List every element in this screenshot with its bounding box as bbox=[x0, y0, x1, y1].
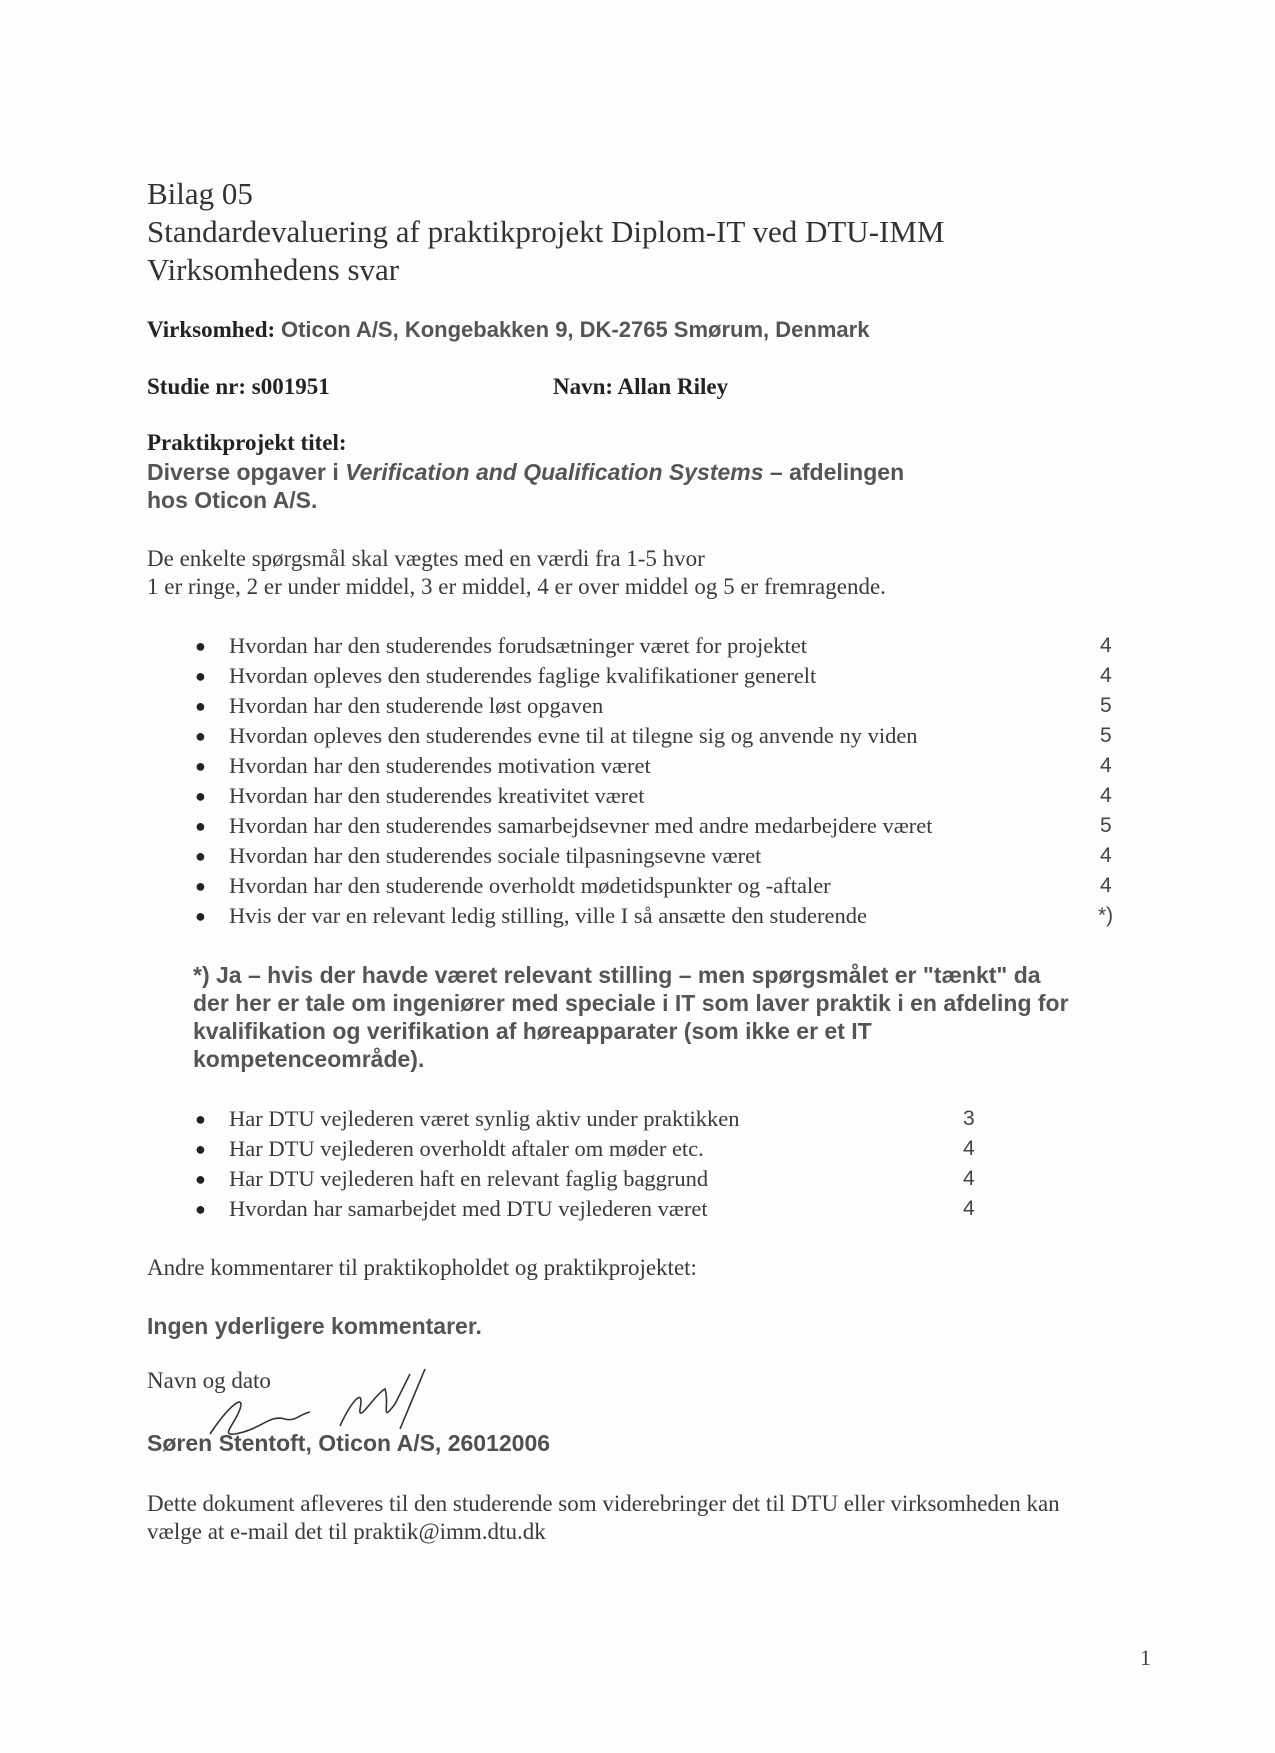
question-score: 4 bbox=[1100, 754, 1112, 777]
student-number-label: Studie nr: bbox=[147, 374, 247, 399]
student-name-label: Navn: bbox=[553, 374, 614, 399]
document-title: Standardevaluering af praktikprojekt Diplom-IT ved DTU-IMM bbox=[147, 214, 945, 249]
bullet-icon: ● bbox=[195, 1139, 206, 1159]
page-number: 1 bbox=[1140, 1645, 1151, 1670]
list-item bbox=[195, 751, 1125, 781]
note-line2: der her er tale om ingeniører med speciale i IT som laver praktik i en afdeling for bbox=[193, 990, 1069, 1016]
question-score: 3 bbox=[963, 1107, 975, 1130]
company-label: Virksomhed: bbox=[147, 317, 276, 342]
question-text: Hvordan opleves den studerendes evne til at tilegne sig og anvende ny viden bbox=[229, 723, 918, 748]
note-line4: kompetenceområde). bbox=[193, 1046, 425, 1072]
footer-text bbox=[147, 1490, 1060, 1546]
project-title bbox=[147, 458, 904, 514]
bullet-icon: ● bbox=[195, 816, 206, 836]
list-item bbox=[195, 1104, 995, 1134]
list-item bbox=[195, 811, 1125, 841]
comments-value: Ingen yderligere kommentarer. bbox=[147, 1313, 482, 1339]
question-text: Har DTU vejlederen været synlig aktiv under praktikken bbox=[229, 1106, 740, 1131]
bullet-icon: ● bbox=[195, 1109, 206, 1129]
question-text: Hvordan har den studerendes samarbejdsevner med andre medarbejdere været bbox=[229, 813, 933, 838]
question-text: Har DTU vejlederen haft en relevant faglig baggrund bbox=[229, 1166, 709, 1191]
question-text: Hvordan har den studerendes motivation været bbox=[229, 753, 651, 778]
list-item bbox=[195, 1194, 995, 1224]
evaluation-list bbox=[195, 631, 1125, 931]
question-text: Hvordan opleves den studerendes faglige kvalifikationer generelt bbox=[229, 663, 817, 688]
question-score: 4 bbox=[1100, 844, 1112, 867]
list-item bbox=[195, 631, 1125, 661]
bullet-icon: ● bbox=[195, 876, 206, 896]
list-item bbox=[195, 1164, 995, 1194]
company-value: Oticon A/S, Kongebakken 9, DK-2765 Smørum, Denmark bbox=[280, 317, 870, 342]
question-score: 4 bbox=[1100, 634, 1112, 657]
bullet-icon: ● bbox=[195, 726, 206, 746]
project-title-part1: Diverse opgaver i bbox=[147, 459, 346, 485]
list-item bbox=[195, 901, 1125, 931]
document-subtitle: Virksomhedens svar bbox=[147, 252, 400, 287]
question-text: Har DTU vejlederen overholdt aftaler om møder etc. bbox=[229, 1136, 704, 1161]
question-score: 5 bbox=[1100, 694, 1112, 717]
footer-line2: vælge at e-mail det til praktik@imm.dtu.dk bbox=[147, 1519, 546, 1544]
question-score: 4 bbox=[963, 1167, 975, 1190]
bullet-icon: ● bbox=[195, 846, 206, 866]
instructions-line1: De enkelte spørgsmål skal vægtes med en værdi fra 1-5 hvor bbox=[147, 546, 705, 571]
bullet-icon: ● bbox=[195, 1199, 206, 1219]
list-item bbox=[195, 661, 1125, 691]
question-score: *) bbox=[1098, 904, 1114, 927]
signature-label: Navn og dato bbox=[147, 1368, 271, 1393]
instructions bbox=[147, 545, 886, 601]
instructions-line2: 1 er ringe, 2 er under middel, 3 er middel, 4 er over middel og 5 er fremragende. bbox=[147, 574, 886, 599]
project-title-label: Praktikprojekt titel: bbox=[147, 430, 347, 455]
question-score: 5 bbox=[1100, 814, 1112, 837]
project-title-line2: hos Oticon A/S. bbox=[147, 487, 318, 513]
question-score: 4 bbox=[963, 1197, 975, 1220]
question-score: 4 bbox=[1100, 874, 1112, 897]
question-text: Hvis der var en relevant ledig stilling, ville I så ansætte den studerende bbox=[229, 903, 867, 928]
bullet-icon: ● bbox=[195, 756, 206, 776]
list-item bbox=[195, 841, 1125, 871]
project-title-part2: – afdelingen bbox=[763, 459, 905, 485]
question-text: Hvordan har den studerende løst opgaven bbox=[229, 693, 604, 718]
question-score: 4 bbox=[963, 1137, 975, 1160]
list-item bbox=[195, 691, 1125, 721]
question-text: Hvordan har samarbejdet med DTU vejlederen været bbox=[229, 1196, 708, 1221]
bullet-icon: ● bbox=[195, 906, 206, 926]
comments-label: Andre kommentarer til praktikopholdet og praktikprojektet: bbox=[147, 1255, 697, 1280]
list-item bbox=[195, 781, 1125, 811]
question-score: 4 bbox=[1100, 664, 1112, 687]
question-score: 4 bbox=[1100, 784, 1112, 807]
question-text: Hvordan har den studerendes kreativitet været bbox=[229, 783, 645, 808]
bullet-icon: ● bbox=[195, 666, 206, 686]
company-line bbox=[147, 317, 869, 343]
student-number bbox=[147, 374, 330, 400]
bullet-icon: ● bbox=[195, 786, 206, 806]
student-name bbox=[553, 374, 728, 400]
bullet-icon: ● bbox=[195, 636, 206, 656]
footer-line1: Dette dokument afleveres til den studerende som viderebringer det til DTU eller virksomheden kan bbox=[147, 1491, 1060, 1516]
question-text: Hvordan har den studerendes sociale tilpasningsevne været bbox=[229, 843, 762, 868]
student-name-value: Allan Riley bbox=[617, 374, 729, 399]
bullet-icon: ● bbox=[195, 696, 206, 716]
project-title-italic: Verification and Qualification Systems bbox=[345, 459, 764, 485]
signature-value: Søren Stentoft, Oticon A/S, 26012006 bbox=[147, 1430, 551, 1456]
bullet-icon: ● bbox=[195, 1169, 206, 1189]
document-label: Bilag 05 bbox=[147, 176, 253, 211]
list-item bbox=[195, 721, 1125, 751]
note-line1: *) Ja – hvis der havde været relevant stilling – men spørgsmålet er "tænkt" da bbox=[193, 962, 1041, 988]
question-score: 5 bbox=[1100, 724, 1112, 747]
question-text: Hvordan har den studerende overholdt mødetidspunkter og -aftaler bbox=[229, 873, 831, 898]
answer-note bbox=[193, 961, 1183, 1073]
question-text: Hvordan har den studerendes forudsætninger været for projektet bbox=[229, 633, 807, 658]
list-item bbox=[195, 1134, 995, 1164]
dtu-evaluation-list bbox=[195, 1104, 995, 1224]
student-number-value: s001951 bbox=[251, 374, 330, 399]
list-item bbox=[195, 871, 1125, 901]
note-line3: kvalifikation og verifikation af høreapparater (som ikke er et IT bbox=[193, 1018, 872, 1044]
